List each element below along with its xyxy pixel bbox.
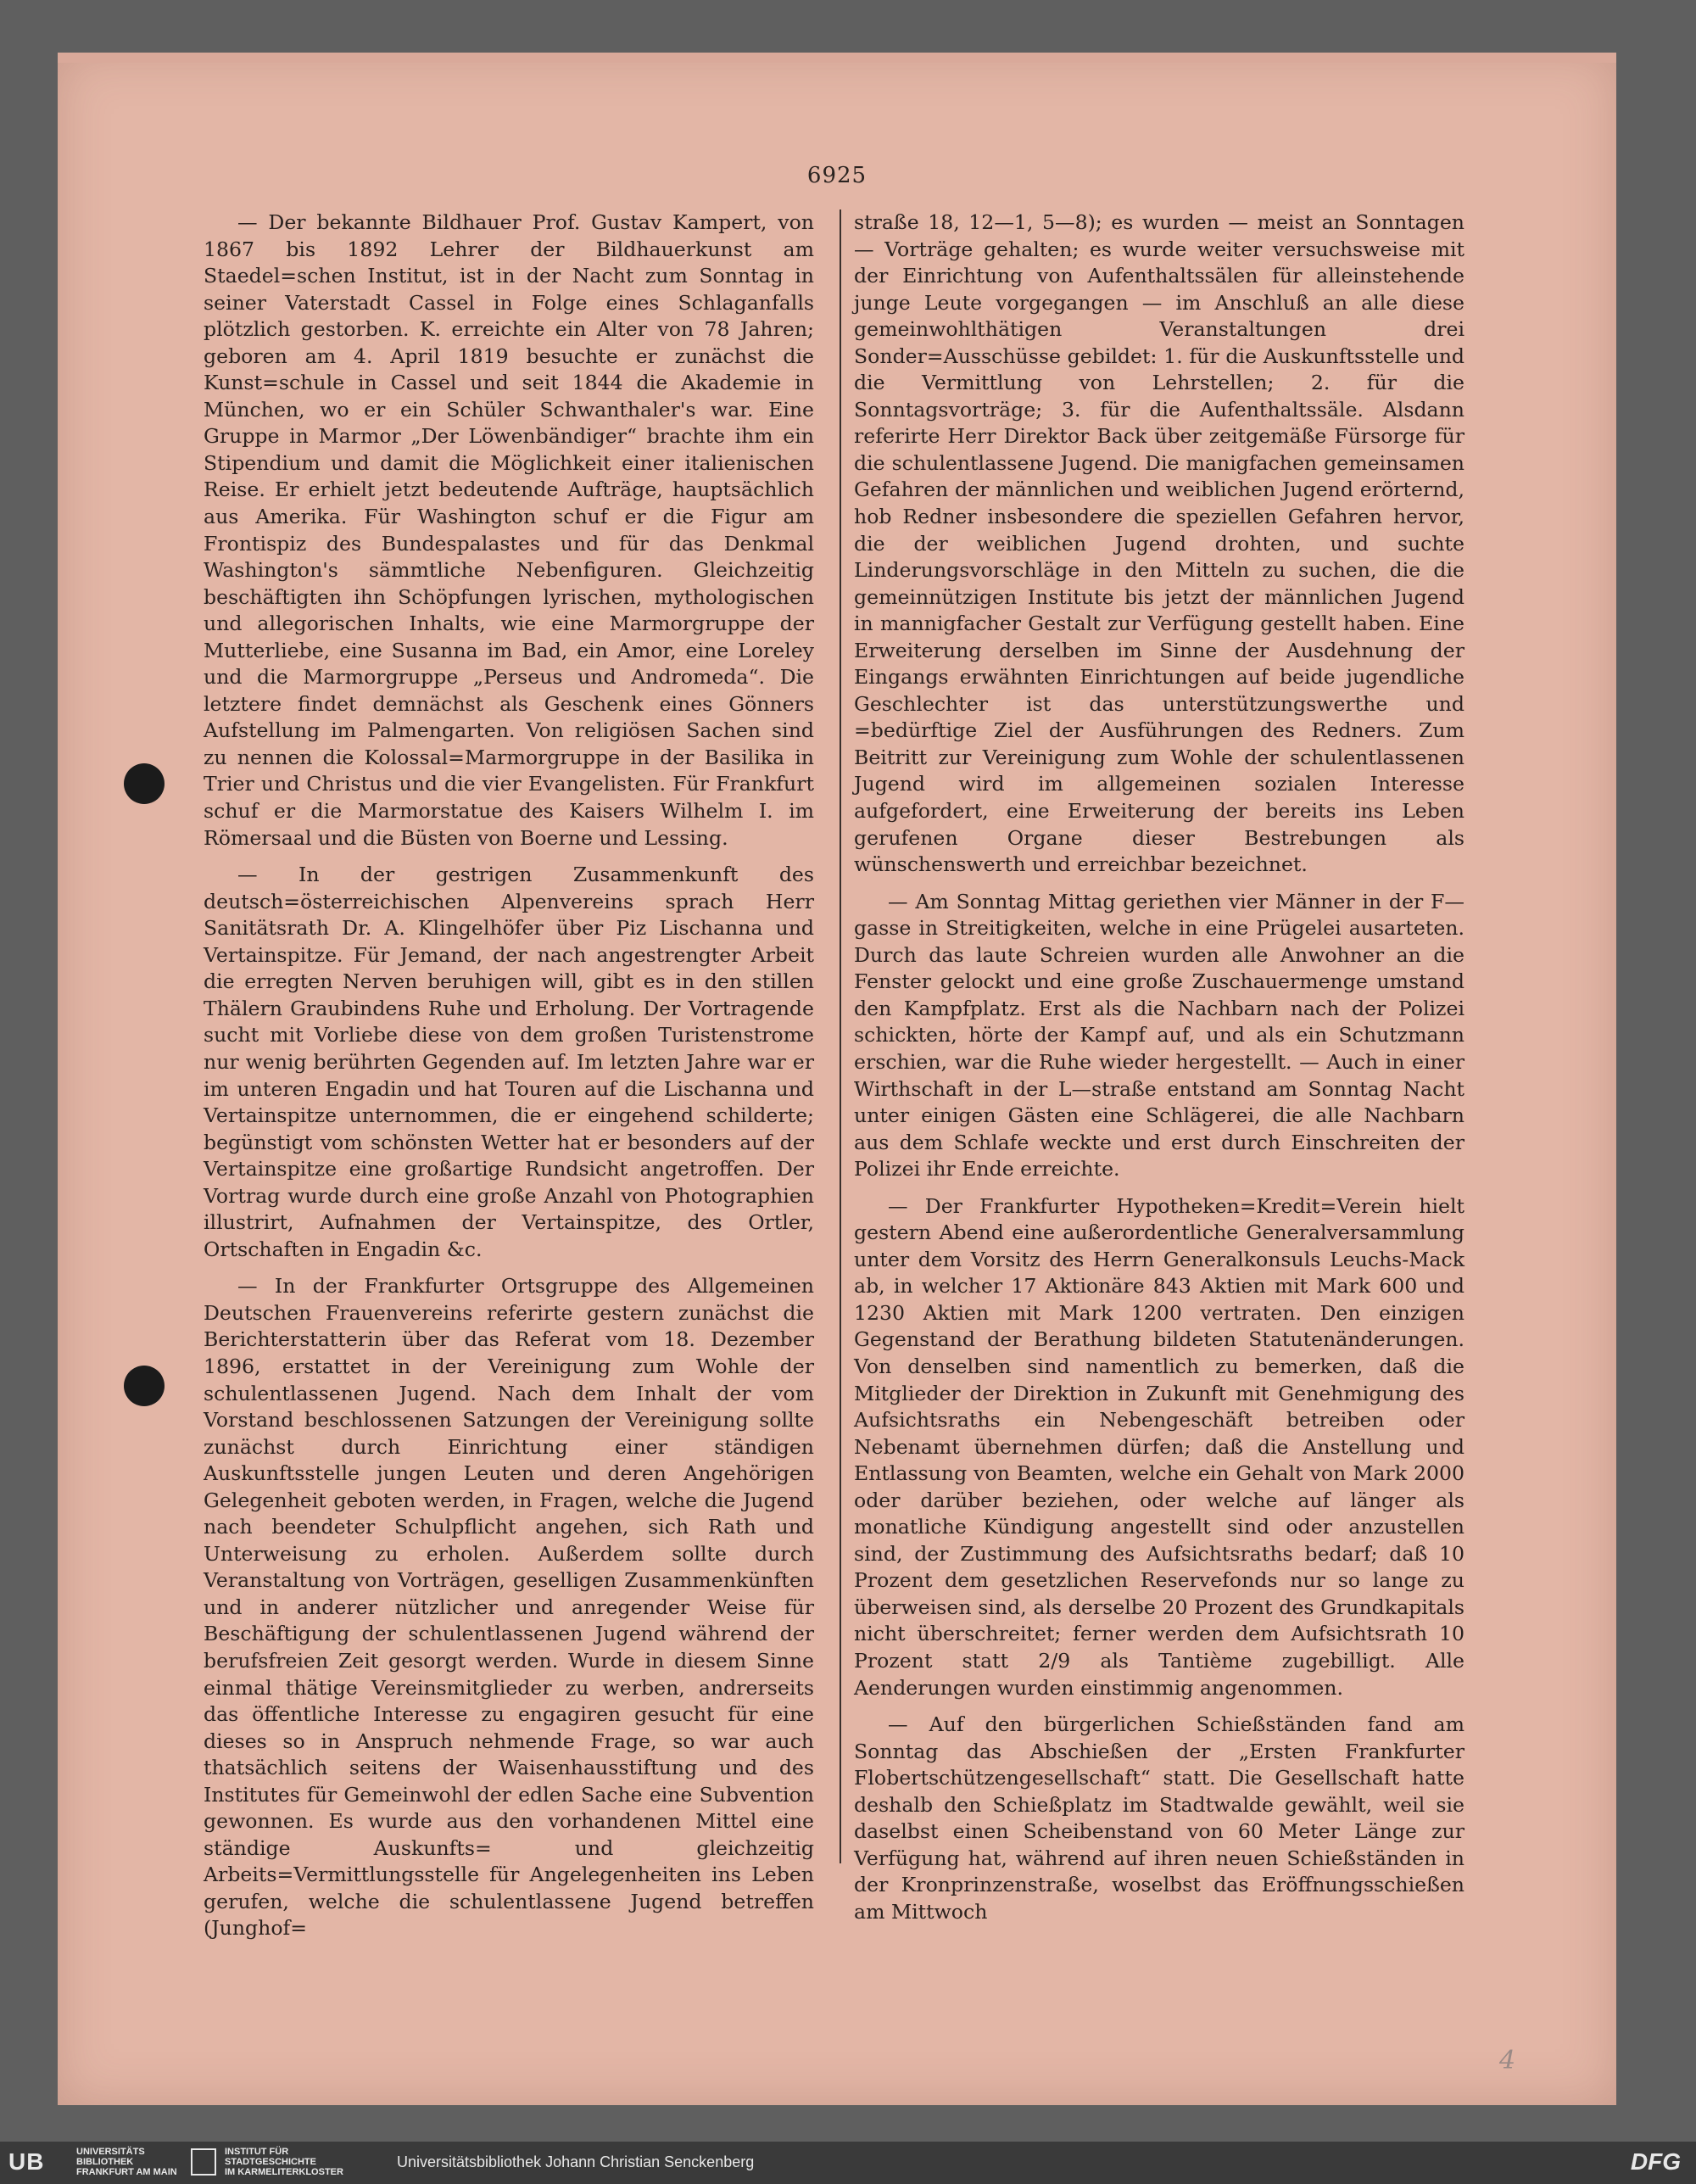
- isg-text-line: IM KARMELITERKLOSTER: [225, 2167, 343, 2177]
- ub-logo[interactable]: UB: [8, 2148, 45, 2175]
- punch-hole: [124, 763, 165, 804]
- article-schiessstaende: — Auf den bürgerlichen Schießständen fand am Sonntag das Abschießen der „Ersten Frankfurter Flobertschützengesellschaft“ statt. Die Gesellschaft hatte deshalb den Schießplatz im Stadtwalde gewählt, weil sie daselbst einen Scheibenstand von 60 Meter Länge zur Verfügung hat, während auf ihren neuen Schießständen in der Kronprinzenstraße, woselbst das Eröffnungsschießen am Mittwoch: [854, 1712, 1464, 1924]
- ub-text-line: UNIVERSITÄTS: [76, 2147, 145, 2157]
- page-number: 6925: [806, 163, 868, 188]
- article-hypotheken-verein: — Der Frankfurter Hypotheken=Kredit=Verein hielt gestern Abend eine außerordentliche Generalversammlung unter dem Vorsitz des Herrn Generalkonsuls Leuchs-Mack ab, in welcher 17 Aktionäre 843 Aktien mit Mark 600 und 1230 Aktien mit Mark 1200 vertraten. Den einzigen Gegenstand der Berathung bildeten Statutenänderungen. Von denselben sind namentlich zu bemerken, daß die Mitglieder der Direktion in Zukunft mit Genehmigung des Aufsichtsraths ein Nebengeschäft betreiben oder Nebenamt übernehmen dürfen; daß die Anstellung und Entlassung von Beamten, welche ein Gehalt von Mark 2000 oder darüber beziehen, oder welche auf länger als monatliche Kündigung angestellt sind oder anzustellen sind, der Zustimmung des Aufsichtsraths bedarf; daß 10 Prozent dem gesetzlichen Reservefonds nur so lange zu überweisen sind, als derselbe 20 Prozent des Grundkapitals nicht überschreitet; ferner werden dem Aufsichtsrath 10 Prozent statt 2/9 als Tantième zugebilligt. Alle Aenderungen wurden einstimmig angenommen.: [854, 1193, 1464, 1700]
- punch-hole: [124, 1366, 165, 1406]
- library-name: Universitätsbibliothek Johann Christian Senckenberg: [397, 2153, 755, 2170]
- article-alpenverein: — In der gestrigen Zusammenkunft des deutsch=österreichischen Alpenvereins sprach Herr Sanitätsrath Dr. A. Klingelhöfer über Piz Lischanna und Vertainspitze. Für Jemand, der nach angestrengter Arbeit die erregten Nerven beruhigen will, gibt es in den stillen Thälern Graubindens Ruhe und Erholung. Der Vortragende sucht mit Vorliebe diese von dem großen Turistenstrome nur wenig berührten Gegenden auf. Im letzten Jahre war er im unteren Engadin und hat Touren auf die Lischanna und Vertainspitze unternommen, die er eingehend schilderte; begünstigt vom schönsten Wetter hat er besonders auf der Vertainspitze eine großartige Rundsicht angetroffen. Der Vortrag wurde durch eine große Anzahl von Photographien illustrirt, Aufnahmen der Vertainspitze, des Ortler, Ortschaften in Engadin &c.: [204, 863, 814, 1261]
- isg-logo-text: [225, 2147, 343, 2177]
- isg-text-line: STADTGESCHICHTE: [225, 2157, 316, 2167]
- pencil-mark: 4: [1499, 2046, 1516, 2075]
- left-column: [204, 209, 814, 1952]
- article-kampert-obituary: — Der bekannte Bildhauer Prof. Gustav Kampert, von 1867 bis 1892 Lehrer der Bildhauerkunst am Staedel=schen Institut, ist in der Nacht zum Sonntag in seiner Vaterstadt Cassel in Folge eines Schlaganfalls plötzlich gestorben. K. erreichte ein Alter von 78 Jahren; geboren am 4. April 1819 besuchte er zunächst die Kunst=schule in Cassel und seit 1844 die Akademie in München, wo er ein Schüler Schwanthaler's war. Eine Gruppe in Marmor „Der Löwenbändiger“ brachte ihm ein Stipendium und damit die Möglichkeit einer italienischen Reise. Er erhielt jetzt bedeutende Aufträge, hauptsächlich aus Amerika. Für Washington schuf er die Figur am Frontispiz des Bundespalastes und für das Denkmal Washington's sämmtliche Nebenfiguren. Gleichzeitig beschäftigten ihn Schöpfungen lyrischen, mythologischen und allegorischen Inhalts, wie eine Marmorgruppe der Mutterliebe, eine Susanna im Bad, ein Amor, eine Loreley und die Marmorgruppe „Perseus und Andromeda“. Die letztere findet demnächst als Geschenk eines Gönners Aufstellung im Palmengarten. Von religiösen Sachen sind zu nennen die Kolossal=Marmorgruppe in der Basilika in Trier und Christus und die vier Evangelisten. Für Frankfurt schuf er die Marmorstatue des Kaisers Wilhelm I. im Römersaal und die Büsten von Boerne und Lessing.: [204, 210, 814, 850]
- dfg-logo[interactable]: DFG: [1630, 2148, 1681, 2175]
- isg-text-line: INSTITUT FÜR: [225, 2147, 289, 2157]
- isg-logo-icon[interactable]: [191, 2148, 216, 2176]
- footer-bar: [0, 2142, 1696, 2184]
- ub-text-line: FRANKFURT AM MAIN: [76, 2167, 177, 2177]
- ub-text-line: BIBLIOTHEK: [76, 2157, 134, 2167]
- paper-edge: [58, 53, 1616, 63]
- newspaper-page: [58, 53, 1616, 2105]
- article-frauenverein-continued: straße 18, 12—1, 5—8); es wurden — meist an Sonntagen — Vorträge gehalten; es wurde weiter versuchsweise mit der Einrichtung von Aufenthaltssälen für alleinstehende junge Leute vorgegangen — im Anschluß an alle diese gemeinwohlthätigen Veranstaltungen drei Sonder=Ausschüsse gebildet: 1. für die Auskunftsstelle und die Vermittlung von Lehrstellen; 2. für die Sonntagsvorträge; 3. für die Aufenthaltssäle. Alsdann referirte Herr Direktor Back über zeitgemäße Fürsorge für die schulentlassene Jugend. Die manigfachen gemeinsamen Gefahren der männlichen und weiblichen Jugend erörternd, hob Redner insbesondere die speziellen Gefahren hervor, die der weiblichen Jugend drohten, und suchte Linderungsvorschläge in den Mitteln zu suchen, die die gemeinnützigen Institute bis jetzt der männlichen Jugend in mannigfacher Gestalt zur Verfügung gestellt haben. Eine Erweiterung derselben im Sinne der Ausdehnung der Eingangs erwähnten Einrichtungen auf beide jugendliche Geschlechter ist das unterstützungswerthe und =bedürftige Ziel der Ausführungen des Redners. Zum Beitritt zur Vereinigung zum Wohle der schulentlassenen Jugend wird im allgemeinen sozialen Interesse aufgefordert, eine Erweiterung der bereits ins Leben gerufenen Organe dieser Bestrebungen als wünschenswerth und erreichbar bezeichnet.: [854, 210, 1464, 877]
- article-pruegelei: — Am Sonntag Mittag geriethen vier Männer in der F—gasse in Streitigkeiten, welche in eine Prügelei ausarteten. Durch das laute Schreien wurden alle Anwohner an die Fenster gelockt und eine große Zuschauermenge umstand den Kampfplatz. Erst als die Nachbarn nach der Polizei schickten, hörte der Kampf auf, und als ein Schutzmann erschien, war die Ruhe wieder hergestellt. — Auch in einer Wirthschaft in der L—straße entstand am Sonntag Nacht unter einigen Gästen eine Schlägerei, die alle Nachbarn aus dem Schlafe weckte und erst durch Einschreiten der Polizei ihr Ende erreichte.: [854, 889, 1464, 1181]
- ub-logo-text: [76, 2147, 177, 2177]
- article-frauenverein: — In der Frankfurter Ortsgruppe des Allgemeinen Deutschen Frauenvereins referirte gestern zunächst die Berichterstatterin über das Referat vom 18. Dezember 1896, erstattet in der Vereinigung zum Wohle der schulentlassenen Jugend. Nach dem Inhalt der vom Vorstand beschlossenen Satzungen der Vereinigung sollte zunächst durch Einrichtung einer ständigen Auskunftsstelle jungen Leuten und deren Angehörigen Gelegenheit geboten werden, in Fragen, welche die Jugend nach beendeter Schulpflicht angehen, sich Rath und Unterweisung zu erholen. Außerdem sollte durch Veranstaltung von Vorträgen, geselligen Zusammenkünften und in anderer nützlicher und anregender Weise für Beschäftigung der schulentlassenen Jugend während der berufsfreien Zeit gesorgt werden. Wurde in diesem Sinne einmal thätige Vereinsmitglieder zu werben, andrerseits das öffentliche Interesse zu engagiren gesucht für eine dieses so in Anspruch nehmende Frage, so war auch thatsächlich seitens der Waisenhausstiftung und des Institutes für Gemeinwohl der edlen Sache eine Subvention gewonnen. Es wurde aus den vorhandenen Mittel eine ständige Auskunfts= und gleichzeitig Arbeits=Vermittlungsstelle für Angelegenheiten ins Leben gerufen, welche die schulentlassene Jugend betreffen (Junghof=: [204, 1274, 814, 1941]
- right-column: [854, 209, 1464, 1935]
- column-divider: [840, 209, 841, 1863]
